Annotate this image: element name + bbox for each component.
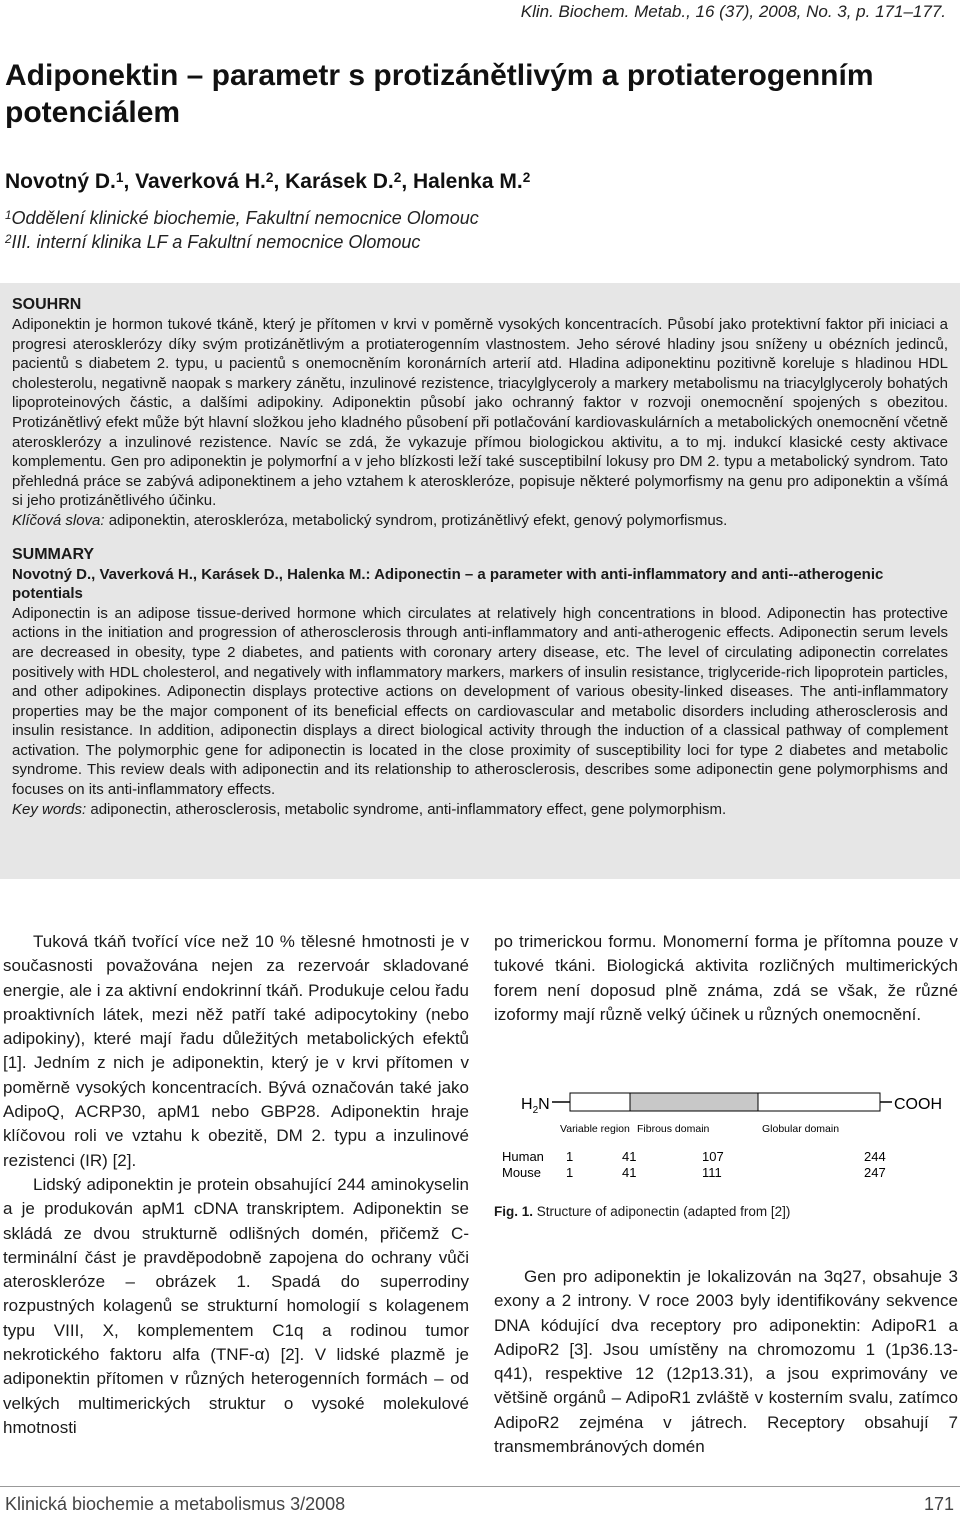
author-name: Novotný D.	[5, 170, 116, 193]
affiliation-1	[5, 208, 479, 229]
author-name: , Halenka M.	[401, 170, 523, 193]
h2n-label: $H_2N$	[521, 1096, 550, 1116]
body-column-right	[494, 930, 958, 1027]
author-affiliation-mark: 2	[265, 169, 274, 185]
figure-caption	[494, 1204, 790, 1219]
structure-diagram	[494, 1085, 958, 1195]
affiliation-text: III. interní klinika LF a Fakultní nemocnice Olomouc	[11, 232, 421, 252]
residue-number: 41	[622, 1165, 637, 1180]
summary-text: Adiponectin is an adipose tissue-derived hormone which circulates at relatively high concentrations in blood. Adiponectin has protective actions in the initiation and progression of atherosclerosis through anti-inflammatory and anti-atherogenic effects. Adiponectin serum levels are decreased in obesity, type 2 diabetes, and patients with coronary artery disease, etc. The level of circulating adiponectin correlates positively with HDL cholesterol, and negatively with inflammatory markers, markers of insulin resistance, triglyceride-rich lipoprotein particles, and other adipokines. Adiponectin displays protective actions on development of various obesity-linked diseases. The anti-inflammatory properties may be the major component of its beneficial effects on cardiovascular and metabolic disorders including atherosclerosis and insulin resistance. In addition, adiponectin displays a direct biological activity through the induction of a classical pathway of complement activation. The polymorphic gene for adiponectin is located in the close proximity of susceptibility loci for type 2 diabetes and metabolic syndrome. This review deals with adiponectin and its relationship to atherosclerosis, describes some adiponectin gene polymorphisms and focuses on its anti-inflammatory effects.	[12, 604, 948, 799]
domain-label: Globular domain	[762, 1123, 840, 1135]
abstract-box	[0, 283, 960, 879]
residue-number: 1	[566, 1165, 574, 1180]
body-paragraph: Tuková tkáň tvořící více než 10 % tělesné hmotnosti je v současnosti považována nejen za rezervoár skladované energie, ale i za aktivní endokrinní tkáň. Produkuje celou řadu proaktivních látek, mezi něž patří také adipocytokiny (nebo adipokiny), které mají řadu důležitých metabolických efektů [1]. Jedním z nich je adiponektin, který je v krvi přítomen v poměrně vysokých koncentracích. Bývá označován také jako AdipoQ, ACRP30, apM1 nebo GBP28. Adiponektin hraje klíčovou roli ve vztahu k obezitě, DM 2. typu a inzulinové rezistenci (IR) [2].	[3, 932, 469, 1170]
summary-keywords	[12, 800, 948, 820]
cooh-label: COOH	[894, 1096, 942, 1113]
body-paragraph: Gen pro adiponektin je lokalizován na 3q27, obsahuje 3 exony a 2 introny. V roce 2003 byly identifikovány sekvence DNA kódující dva receptory pro adiponektin: AdipoR1 a AdipoR2 [3]. Jsou umístěny na chromozomu 1 (1p36.13-q41), respektive 12 (12p13.31), a jsou exprimovány ve většině orgánů – AdipoR1 zvláště v kosterním svalu, zatímco AdipoR2 zejména v játrech. Receptory obsahují 7 transmembránových domén	[494, 1267, 958, 1457]
souhrn-text: Adiponektin je hormon tukové tkáně, který je přítomen v krvi v poměrně vysokých koncentracích. Působí jako protektivní faktor při iniciaci a progresi aterosklerózy díky svým protizánětlivým a protiaterogenním vlastnostem. Jeho sérové hladiny jsou sníženy u obézních jedinců, pacientů s diabetem 2. typu, u pacientů s onemocněním koronárních arterií atd. Hladina adiponektinu pozitivně koreluje s hladinou HDL cholesterolu, negativně naopak s markery zánětu, inzulinové rezistence, triacylglyceroly a markery metabolismu na triacylglyceroly bohatých lipoproteinových částic, a dalšími adipokiny. Adiponektin působí jako ochranný faktor v rozvoji onemocnění spojených s obezitou. Protizánětlivý efekt může být hlavní složkou jeho kladného působení při potlačování kardiovaskulárních a metabolických onemocnění včetně aterosklerózy a inzulinové rezistence. Navíc se zdá, že vykazuje přímou biologickou aktivitu, a to mj. indukcí klasické cesty aktivace komplementu. Gen pro adiponektin je polymorfní a v jeho blízkosti leží také susceptibilní lokusy pro DM 2. typu a metabolický syndrom. Tato přehledná práce se zabývá adiponektinem a jeho vztahem k ateroskleróze, popisuje některé polymorfismy na genu pro adiponektin a všímá si jeho protizánětlivého účinku.	[12, 316, 948, 510]
residue-number: 244	[864, 1149, 886, 1164]
body-paragraph: Lidský adiponektin je protein obsahující 244 aminokyselin a je produkován apM1 cDNA transkriptem. Adiponektin se skládá ze dvou strukturně odlišných domén, přičemž C-terminální část je pravděpodobně zapojena do ochrany vůči ateroskleróze – obrázek 1. Spadá do superrodiny rozpustných kolagenů se strukturní homologií s kolagenem typu VIII, X, komplementem C1q a rodinou tumor nekrotického faktoru alfa (TNF-α) [2]. V lidské plazmě je adiponektin přítomen v různých heterogenních formách – od velkých multimerických struktur o vysoké molekulové hmotnosti	[3, 1174, 469, 1437]
author-name: , Vaverková H.	[123, 170, 266, 193]
residue-number: 1	[566, 1149, 574, 1164]
body-column-right-lower	[494, 1265, 958, 1459]
affiliation-text: Oddělení klinické biochemie, Fakultní nemocnice Olomouc	[11, 208, 479, 228]
page-number: 171	[923, 1494, 954, 1514]
domain-label: Fibrous domain	[637, 1123, 710, 1135]
globular-domain-box	[758, 1093, 880, 1111]
author-list	[5, 170, 530, 194]
affiliation-2	[5, 232, 420, 253]
summary-citation: Novotný D., Vaverková H., Karásek D., Halenka M.: Adiponectin – a parameter with anti-inflammatory and anti--atherogenic potentials	[12, 565, 884, 603]
author-name: , Karásek D.	[273, 170, 394, 193]
variable-region-box	[570, 1093, 630, 1111]
fibrous-domain-box	[630, 1093, 758, 1111]
journal-reference: Klin. Biochem. Metab., 16 (37), 2008, No. 3, p. 171–177.	[520, 2, 946, 21]
souhrn-keywords	[12, 511, 948, 531]
residue-number: 247	[864, 1165, 886, 1180]
figure-caption-text: Structure of adiponectin (adapted from [2])	[533, 1204, 791, 1219]
author-affiliation-mark: 2	[522, 169, 531, 185]
summary-heading: SUMMARY	[12, 545, 95, 563]
residue-number: 41	[622, 1149, 637, 1164]
residue-number: 107	[702, 1149, 724, 1164]
domain-label: Variable region	[560, 1123, 630, 1135]
species-label: Human	[502, 1149, 544, 1164]
author-affiliation-mark: 1	[115, 169, 124, 185]
body-paragraph: po trimerickou formu. Monomerní forma je přítomna pouze v tukové tkáni. Biologická aktivita rozličných multimerických forem není doposud plně známa, zdá se však, že různé izoformy mají různě velký účinek u různých onemocnění.	[494, 932, 958, 1024]
keywords-label: Klíčová slova:	[12, 511, 105, 529]
footer-journal: Klinická biochemie a metabolismus 3/2008	[5, 1494, 346, 1514]
species-label: Mouse	[502, 1165, 542, 1180]
article-title-line2: potenciálem	[5, 96, 181, 129]
keywords-text: adiponektin, ateroskleróza, metabolický syndrom, protizánětlivý efekt, genový polymorfismus.	[104, 511, 728, 529]
affiliation-mark: 1	[5, 208, 12, 222]
figure-caption-label: Fig. 1.	[494, 1204, 534, 1219]
article-title	[5, 57, 945, 131]
author-affiliation-mark: 2	[393, 169, 402, 185]
keywords-label: Key words:	[12, 800, 87, 818]
body-column-left	[3, 930, 469, 1440]
residue-number: 111	[702, 1165, 722, 1180]
keywords-text: adiponectin, atherosclerosis, metabolic syndrome, anti-inflammatory effect, gene polymorphism.	[86, 800, 727, 818]
footer-divider	[0, 1486, 960, 1487]
affiliation-mark: 2	[5, 232, 12, 246]
article-title-line1: Adiponektin – parametr s protizánětlivým a protiaterogenním	[5, 59, 874, 92]
souhrn-heading: SOUHRN	[12, 296, 82, 313]
